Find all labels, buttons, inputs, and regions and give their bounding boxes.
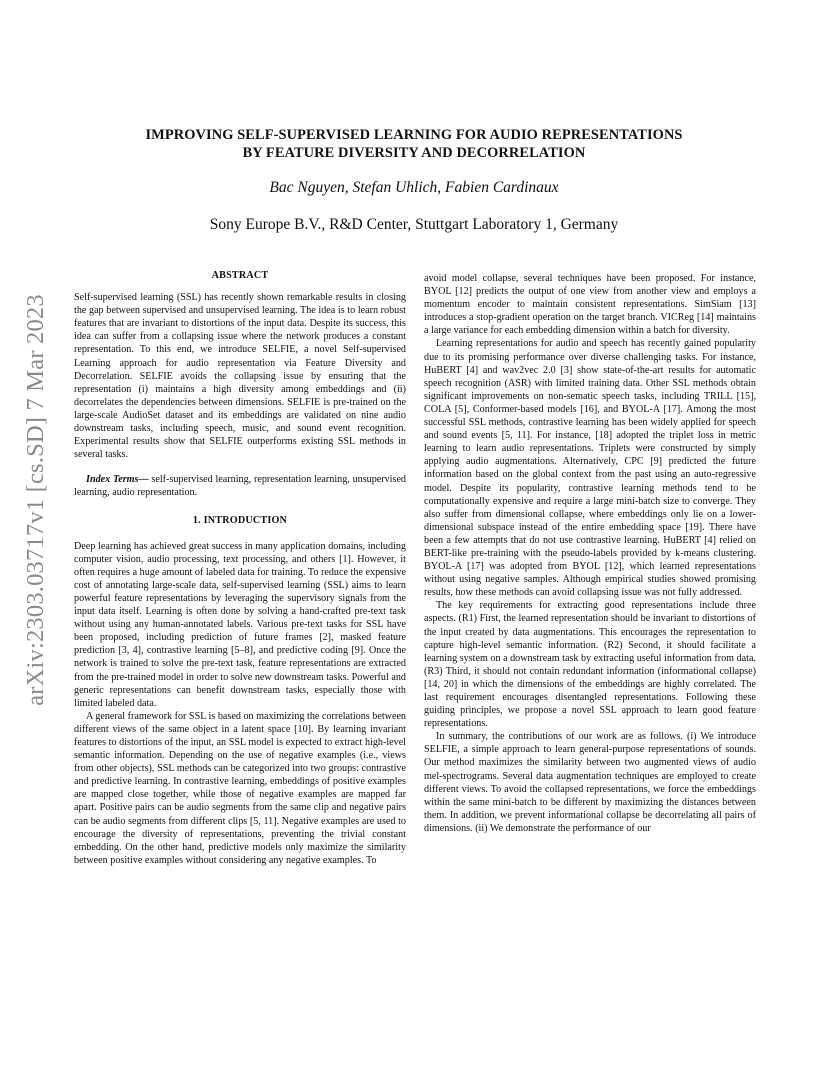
index-terms-label: Index Terms—	[86, 474, 149, 486]
author-list: Bac Nguyen, Stefan Uhlich, Fabien Cardinaux	[269, 179, 559, 196]
title-line-2: BY FEATURE DIVERSITY AND DECORRELATION	[242, 145, 586, 161]
abstract-text: Self-supervised learning (SSL) has recently shown remarkable results in closing the gap between supervised and unsupervised learning. The idea is to learn robust features that are invariant to distortions of the input data. Despite its success, this idea can suffer from a collapsing issue where the network produces a constant representation. To this end, we introduce SELFIE, a novel Self-supervised Learning approach for audio representation via Feature Diversity and Decorrelation. SELFIE avoids the collapsing issue by ensuring that the representation (i) maintains a high diversity among embeddings and (ii) decorrelates the dependencies between dimensions. SELFIE is pre-trained on the large-scale AudioSet dataset and its embeddings are validated on nine audio downstream tasks, including speech, music, and sound event recognition. Experimental results show that SELFIE outperforms existing SSL methods in several tasks.	[74, 292, 406, 461]
intro-paragraph-5: In summary, the contributions of our work are as follows. (i) We introduce SELFIE, a simple approach to learn general-purpose representations of sounds. Our method maximizes the similarity between two augmented views of audio mel-spectrograms. Several data augmentation techniques are employed to create different views. To avoid the collapsed representations, we force the embeddings within the same mini-batch to be different by maximizing the distances between them. In addition, we prevent informational collapse be decorrelating all pairs of dimensions. (ii) We demonstrate the performance of our	[424, 731, 756, 834]
paper-title	[60, 126, 768, 162]
title-line-1: IMPROVING SELF-SUPERVISED LEARNING FOR AUDIO REPRESENTATIONS	[145, 127, 683, 143]
right-column	[424, 272, 756, 835]
arxiv-identifier-stamp	[14, 290, 58, 710]
arxiv-id-text: arXiv:2303.03717v1 [cs.SD] 7 Mar 2023	[22, 294, 50, 706]
index-terms-text: self-supervised learning, representation learning, unsupervised learning, audio representation.	[74, 474, 406, 499]
intro-paragraph-1: Deep learning has achieved great success in many application domains, including computer vision, audio processing, text processing, and others [1]. However, it often requires a huge amount of labeled data for training. To reduce the expensive cost of annotating large-scale data, self-supervised learning (SSL) aims to learn powerful feature representations by leveraging the supervisory signals from the input data itself. Learning is often done by solving a hand-crafted pre-text task without using any human-annotated labels. Various pre-text tasks for SSL have been proposed, including prediction of future frames [2], masked feature prediction [3, 4], contrastive learning [5–8], and predictive coding [9]. Once the network is trained to solve the pre-text task, feature representations are extracted from the pre-trained model in order to solve new downstream tasks. Powerful and generic representations can benefit downstream tasks, especially those with limited labeled data.	[74, 540, 406, 709]
abstract-heading: ABSTRACT	[211, 270, 269, 281]
introduction-heading: 1. INTRODUCTION	[192, 514, 288, 526]
intro-paragraph-2-continued: avoid model collapse, several techniques have been proposed. For instance, BYOL [12] predicts the output of one view from another view and employs a momentum encoder to maintain consistent representations. SimSiam [13] introduces a stop-gradient operation on the target branch. VICReg [14] maintains a large variance for each embedding dimension within a batch for diversity.	[424, 273, 756, 337]
left-column	[74, 269, 406, 867]
affiliation: Sony Europe B.V., R&D Center, Stuttgart Laboratory 1, Germany	[209, 216, 619, 233]
index-terms	[74, 473, 406, 499]
intro-paragraph-3: Learning representations for audio and speech has recently gained popularity due to its promising performance over diverse challenging tasks. For instance, HuBERT [4] and wav2vec 2.0 [3] show state-of-the-art results for automatic speech recognition (ASR) with limited training data. Other SSL methods obtain significant improvements on non-sematic speech tasks, including TRILL [15], COLA [5], Conformer-based models [16], and BYOL-A [17]. Among the most successful SSL methods, contrastive learning has been widely applied for speech and sound events [5, 11]. For instance, [18] adopted the triplet loss in metric learning to learn audio representations. Triplets were constructed by simply applying audio augmentations. Alternatively, CPC [9] predicted the future information based on the global context from the past using an auto-regressive model. Despite its popularity, contrastive learning methods tend to be computationally expensive and require a large mini-batch size to converge. They also suffer from dimensional collapse, where embeddings only lie on a lower-dimensional subspace instead of the entire embedding space [19]. There have been a few attempts that do not use contrastive learning. HuBERT [4] relied on BERT-like pre-training with the pseudo-labels provided by k-means clustering. BYOL-A [17] was adopted from BYOL [12], which learned representations without using negative samples. Although empirical studies showed promising results, how these methods can avoid collapsing issue was not fully addressed.	[424, 338, 756, 599]
intro-paragraph-2: A general framework for SSL is based on maximizing the correlations between different views of the same object in a latent space [10]. By learning invariant features to distortions of the input, an SSL model is expected to extract high-level semantic information. Depending on the use of negative examples (i.e., views from other objects), SSL methods can be categorized into two groups: contrastive and predictive learning. In contrastive learning, embeddings of positive examples are mapped close together, while those of negative examples are mapped far apart. Positive pairs can be audio segments from the same clip and negative pairs can be audio segments from different clips [5, 11]. Negative examples are used to encourage the diversity of representations, preventing the trivial constant embedding. On the other hand, predictive models only maximize the similarity between positive examples without considering any negative examples. To	[74, 710, 406, 866]
intro-paragraph-4: The key requirements for extracting good representations include three aspects. (R1) First, the learned representation should be invariant to distortions of the input created by data augmentations. This encourages the representation to capture high-level semantic information. (R2) Second, it should facilitate a learning system on a downstream task by extracting useful information from data. (R3) Third, it should not contain redundant information (informational collapse) [14, 20] in which the dimensions of the embeddings are highly correlated. The last requirement encourages disentangled representations. Following these guiding principles, we propose a novel SSL approach to learn good feature representations.	[424, 600, 756, 730]
